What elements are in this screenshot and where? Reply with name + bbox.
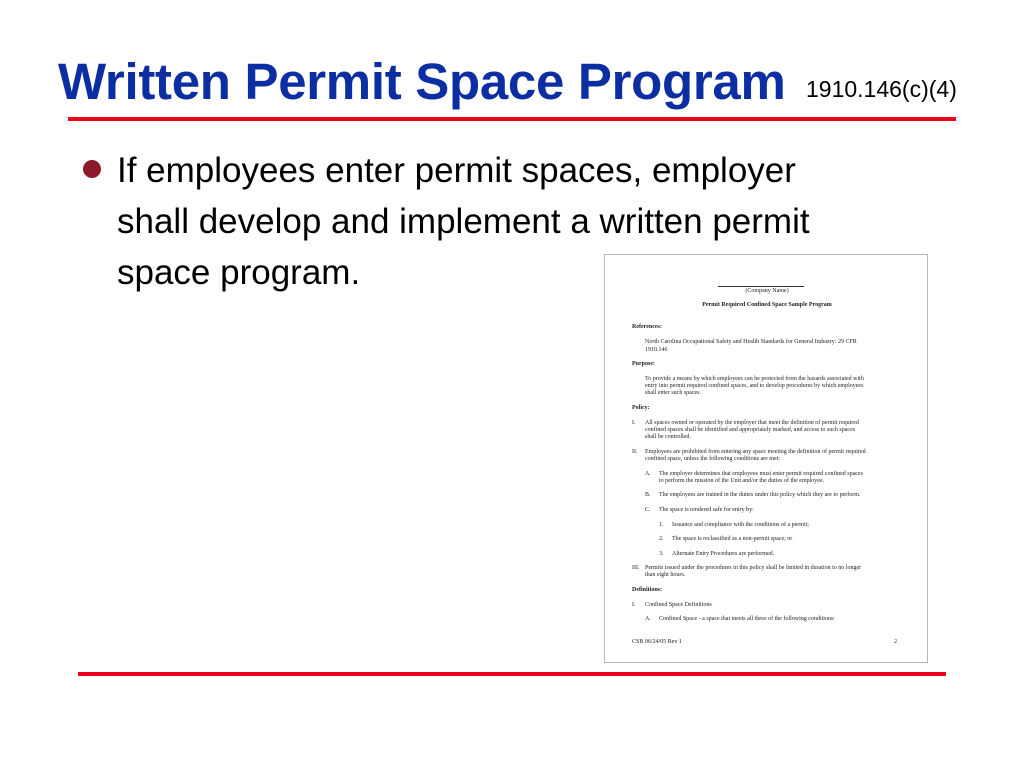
- doc-policy-I-num: I.: [632, 420, 636, 426]
- doc-policy-C: The space is rendered safe for entry by:: [659, 507, 754, 513]
- doc-policy-label: Policy:: [632, 405, 650, 411]
- sample-program-document: [604, 254, 928, 663]
- doc-heading: Permit Required Confined Space Sample Program: [702, 302, 832, 308]
- doc-policy-A-line-1: The employer determines that employees must enter permit required confined spaces: [659, 471, 863, 477]
- doc-references-line-2: 1910.146: [645, 347, 668, 353]
- regulation-citation: 1910.146(c)(4): [806, 76, 957, 102]
- doc-def-I-num: I.: [632, 602, 636, 608]
- bullet-line-2: shall develop and implement a written permit: [117, 202, 810, 241]
- doc-policy-A-num: A.: [645, 471, 651, 477]
- doc-policy-I-line-2: confined spaces shall be identified and appropriately marked, and access to such spaces: [645, 427, 856, 433]
- doc-def-A: Confined Space - a space that meets all three of the following conditions:: [659, 616, 835, 622]
- doc-policy-I-line-1: All spaces owned or operated by the employer that meet the definition of permit required: [645, 420, 859, 426]
- doc-policy-B-num: B.: [645, 492, 651, 498]
- doc-policy-C1-num: 1.: [659, 522, 664, 528]
- doc-references-line-1: North Carolina Occupational Safety and Health Standards for General Industry: 29 CFR: [645, 339, 857, 345]
- doc-policy-III-line-1: Permits issued under the procedures in this policy shall be limited in duration to no longer: [645, 565, 862, 571]
- doc-policy-A-line-2: to perform the mission of the Unit and/or the duties of the employee.: [659, 478, 825, 484]
- doc-policy-II-line-1: Employees are prohibited from entering any space meeting the definition of permit required: [645, 449, 866, 455]
- doc-purpose-label: Purpose:: [632, 361, 655, 367]
- doc-policy-B: The employees are trained in the duties under this policy which they are to perform.: [659, 492, 861, 498]
- doc-definitions-label: Definitions:: [632, 587, 662, 593]
- doc-policy-C1: Issuance and compliance with the conditions of a permit;: [672, 522, 809, 528]
- bullet-line-1: If employees enter permit spaces, employer: [117, 151, 796, 190]
- bullet-line-3: space program.: [117, 253, 361, 292]
- doc-purpose-line-2: entry into permit required confined spaces, and to develop procedures by which employees: [645, 383, 864, 389]
- slide-title: Written Permit Space Program: [58, 53, 786, 110]
- doc-policy-II-num: II.: [632, 449, 638, 455]
- company-name-blank: [718, 286, 804, 287]
- doc-policy-III-num: III.: [632, 565, 640, 571]
- doc-policy-II-line-2: confined space, unless the following conditions are met:: [645, 456, 780, 462]
- doc-policy-I-line-3: shall be controlled.: [645, 434, 691, 440]
- doc-purpose-line-1: To provide a means by which employees can be protected from the hazards associated with: [645, 376, 864, 382]
- bottom-divider: [78, 672, 946, 676]
- doc-policy-C2: The space is reclassified as a non-permit space; or: [672, 536, 793, 542]
- title-divider: [68, 117, 956, 121]
- bullet-icon: [83, 160, 101, 178]
- doc-policy-III-line-2: than eight hours.: [645, 572, 686, 578]
- doc-references-label: References:: [632, 324, 662, 330]
- doc-purpose-line-3: shall enter such spaces.: [645, 390, 701, 396]
- doc-def-I: Confined Space Definitions: [645, 602, 712, 608]
- doc-policy-C2-num: 2.: [659, 536, 664, 542]
- doc-policy-C3: Alternate Entry Procedures are performed.: [672, 551, 775, 557]
- doc-policy-C3-num: 3.: [659, 551, 664, 557]
- doc-page-number: 2: [894, 639, 897, 645]
- doc-def-A-num: A.: [645, 616, 651, 622]
- doc-policy-C-num: C.: [645, 507, 651, 513]
- doc-company-name: (Company Name): [745, 288, 789, 294]
- doc-footer-left: CSB 06/24/05 Rev 1: [632, 639, 682, 645]
